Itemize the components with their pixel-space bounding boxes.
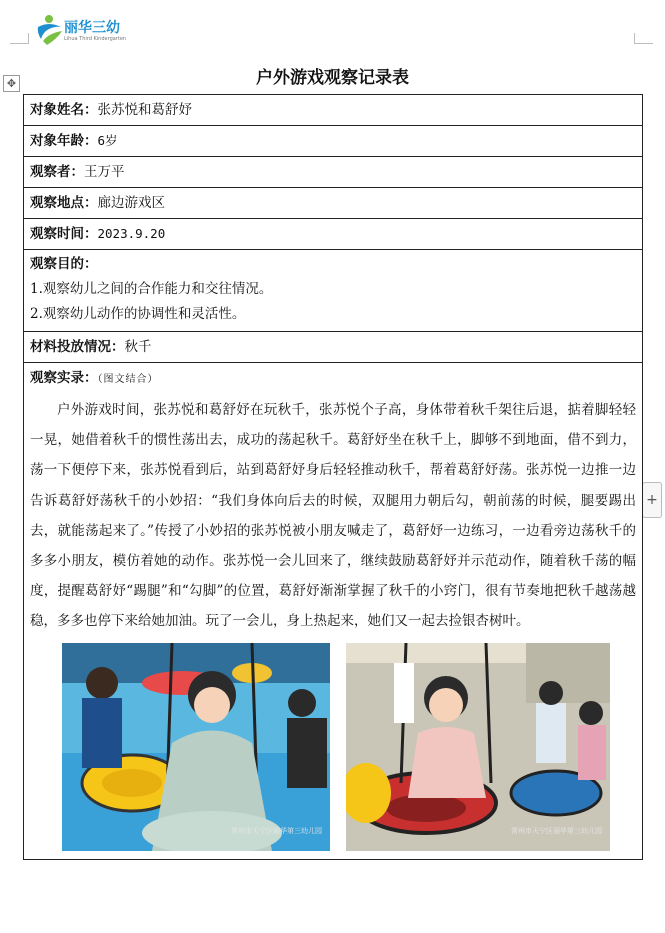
record-narrative[interactable]: 户外游戏时间，张苏悦和葛舒妤在玩秋千，张苏悦个子高，身体带着秋千架往后退，掂着脚轻轻一晃，她借着秋千的惯性荡出去，成功的荡起秋千。葛舒妤坐在秋千上，脚够不到地面，借不到力，荡一下便停下来，张苏悦看到后，站到葛舒妤身后轻轻推动秋千，帮着葛舒妤荡。张苏悦一边推一边告诉葛舒妤荡秋千的小妙招：“我们身体向后去的时候，双腿用力朝后勾，朝前荡的时候，腿要踢出去，就能荡起来了。”传授了小妙招的张苏悦被小朋友喊走了，葛舒妤一边练习，一边看旁边荡秋千的多多小朋友，模仿着她的动作。张苏悦一会儿回来了，继续鼓励葛舒妤并示范动作，随着秋千荡的幅度，提醒葛舒妤“踢腿”和“勾脚”的位置，葛舒妤渐渐掌握了秋千的小窍门，很有节奏地把秋千越荡越稳，多多也停下来给她加油。玩了一会儿，身上热起来，她们又一起去捡银杏树叶。 (30, 402, 636, 630)
logo-mark-icon (35, 13, 65, 47)
observer-label: 观察者： (30, 164, 84, 180)
location-label: 观察地点： (30, 195, 98, 211)
materials-label: 材料投放情况： (30, 339, 125, 355)
row-location (24, 188, 643, 219)
purpose-label: 观察目的： (30, 256, 98, 272)
observation-table (23, 94, 643, 860)
time-value[interactable]: 2023.9.20 (97, 226, 166, 241)
logo-text: 丽华三幼 (64, 20, 120, 36)
table-move-handle-icon[interactable]: ✥ (3, 75, 20, 92)
row-record (24, 363, 643, 860)
location-value[interactable]: 廊边游戏区 (97, 195, 165, 211)
swing-photo-left[interactable] (62, 643, 330, 851)
name-value[interactable]: 张苏悦和葛舒妤 (97, 102, 192, 118)
row-observer (24, 157, 643, 188)
materials-value[interactable]: 秋千 (124, 339, 152, 355)
row-purpose (24, 250, 643, 332)
name-label: 对象姓名： (30, 102, 98, 118)
swing-photo-right[interactable] (346, 643, 610, 851)
left-photo-watermark: 常州市天宁区丽华第三幼儿园 (231, 826, 322, 835)
record-label: 观察实录： (30, 370, 98, 386)
observer-value[interactable]: 王万平 (84, 164, 125, 180)
purpose-item-2[interactable]: 2.观察幼儿动作的协调性和灵活性。 (30, 306, 246, 322)
row-name (24, 95, 643, 126)
row-age (24, 126, 643, 157)
page-margin-mark-right (634, 33, 653, 44)
age-value[interactable]: 6岁 (97, 133, 118, 148)
page-margin-mark-left (10, 33, 29, 44)
document-title: 户外游戏观察记录表 (256, 68, 409, 88)
row-time (24, 219, 643, 250)
add-row-plus-icon[interactable]: + (642, 482, 662, 518)
row-materials (24, 332, 643, 363)
time-label: 观察时间： (30, 226, 98, 242)
right-photo-watermark: 常州市天宁区丽华第三幼儿园 (511, 826, 602, 835)
record-note: （图文结合） (97, 374, 159, 385)
photo-row (30, 643, 636, 855)
logo-subtitle: Lihua Third Kindergarten (64, 36, 127, 42)
purpose-item-1[interactable]: 1.观察幼儿之间的合作能力和交往情况。 (30, 281, 273, 297)
age-label: 对象年龄： (30, 133, 98, 149)
